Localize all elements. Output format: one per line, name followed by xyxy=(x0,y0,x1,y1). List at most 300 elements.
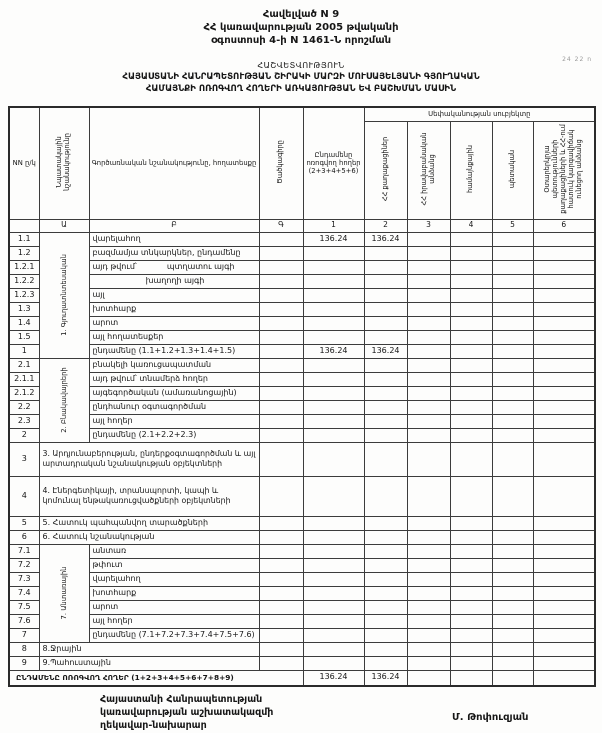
label-cell xyxy=(89,260,259,274)
value-cell xyxy=(303,572,364,586)
letter-cell: 5 xyxy=(492,219,533,232)
value-cell xyxy=(364,614,407,628)
code-cell xyxy=(259,656,303,670)
table-row xyxy=(9,558,595,572)
value-cell xyxy=(450,344,492,358)
col-header-own2 xyxy=(407,121,450,219)
value-cell xyxy=(364,316,407,330)
table-row xyxy=(9,386,595,400)
value-cell xyxy=(303,260,364,274)
value-cell xyxy=(492,656,533,670)
value-cell xyxy=(303,600,364,614)
value-cell xyxy=(533,614,595,628)
label-cell: այդ թվում՝ տնամերձ հողեր xyxy=(89,372,259,386)
value-cell xyxy=(450,572,492,586)
col-header-target xyxy=(39,107,89,219)
num-cell: 5 xyxy=(9,516,39,530)
value-cell xyxy=(533,428,595,442)
value-cell xyxy=(303,302,364,316)
value-cell xyxy=(533,476,595,516)
label-cell: ընդհանուր օգտագործման xyxy=(89,400,259,414)
table-row xyxy=(9,316,595,330)
value-cell xyxy=(303,628,364,642)
stamp-mark: 24 22 ո xyxy=(562,56,592,63)
col-header-functional: Գործառնական նշանակությունը, հողատեսքը xyxy=(89,107,259,219)
col-header-code xyxy=(259,107,303,219)
letter-cell: 3 xyxy=(407,219,450,232)
table-row xyxy=(9,274,595,288)
value-cell xyxy=(450,316,492,330)
value-cell xyxy=(533,516,595,530)
num-cell: 2.1.1 xyxy=(9,372,39,386)
value-cell xyxy=(407,586,450,600)
label-cell: ընդամենը (2.1+2.2+2.3) xyxy=(89,428,259,442)
value-cell xyxy=(407,614,450,628)
code-cell xyxy=(259,628,303,642)
value-cell xyxy=(533,246,595,260)
value-cell xyxy=(407,516,450,530)
value-cell: 136.24 xyxy=(364,344,407,358)
value-cell xyxy=(407,476,450,516)
vertical-label: Ծածկագիրը xyxy=(275,140,284,184)
num-cell: 2.2 xyxy=(9,400,39,414)
value-cell xyxy=(407,288,450,302)
header-row xyxy=(9,107,595,121)
num-cell: 7 xyxy=(9,628,39,642)
table-row-total xyxy=(9,628,595,642)
code-cell xyxy=(259,302,303,316)
title-line: ՀԱՄԱՅՆՔԻ ՈՌՈԳՎՈՂ ՀՈՂԵՐԻ ԱՌԿԱՅՈՒԹՅԱՆ ԵՎ ԲԱՇԽՄԱՆ ՄԱՍԻՆ xyxy=(145,83,457,94)
label-part: այդ թվում՝ xyxy=(92,261,137,271)
value-cell xyxy=(407,358,450,372)
value-cell xyxy=(364,372,407,386)
value-cell xyxy=(533,274,595,288)
value-cell xyxy=(407,330,450,344)
value-cell xyxy=(492,544,533,558)
value-cell: 136.24 xyxy=(364,232,407,246)
value-cell xyxy=(407,572,450,586)
grand-total-label: ԸՆԴԱՄԵՆԸ ՈՌՈԳՎՈՂ ՀՈՂԵՐ (1+2+3+4+5+6+7+8+9) xyxy=(9,670,303,686)
col-header-nn: NN ը/կ xyxy=(9,107,39,219)
code-cell xyxy=(259,642,303,656)
value-cell xyxy=(450,288,492,302)
num-cell: 6 xyxy=(9,530,39,544)
value-cell xyxy=(533,316,595,330)
table-row xyxy=(9,302,595,316)
table-row xyxy=(9,544,595,558)
value-cell xyxy=(450,476,492,516)
code-cell xyxy=(259,358,303,372)
code-cell xyxy=(259,572,303,586)
signature-name: Մ. Թոփուզյան xyxy=(452,712,529,723)
vertical-label: համայնքային xyxy=(465,144,474,193)
letter-cell: 2 xyxy=(364,219,407,232)
value-cell xyxy=(533,656,595,670)
code-cell xyxy=(259,614,303,628)
label-cell: բազմամյա տնկարկներ, ընդամենը xyxy=(89,246,259,260)
num-cell: 1.4 xyxy=(9,316,39,330)
value-cell xyxy=(407,656,450,670)
table-row xyxy=(9,232,595,246)
table-row xyxy=(9,530,595,544)
value-cell xyxy=(364,544,407,558)
value-cell xyxy=(364,302,407,316)
value-cell xyxy=(364,586,407,600)
col-header-total: Ընդամենը ոռոգվող հողեր (2+3+4+5+6) xyxy=(303,107,364,219)
value-cell xyxy=(407,558,450,572)
code-cell xyxy=(259,288,303,302)
value-cell xyxy=(407,372,450,386)
value-cell xyxy=(450,544,492,558)
vertical-label: Նպատակային նշանակությունը xyxy=(54,133,71,191)
num-cell: 2.3 xyxy=(9,414,39,428)
section-cell-forest xyxy=(39,544,89,642)
code-cell xyxy=(259,544,303,558)
value-cell xyxy=(303,414,364,428)
table-row xyxy=(9,442,595,476)
table-row xyxy=(9,288,595,302)
num-cell: 1.2 xyxy=(9,246,39,260)
value-cell: 136.24 xyxy=(303,232,364,246)
value-cell xyxy=(407,530,450,544)
report-table xyxy=(8,106,596,687)
value-cell xyxy=(364,516,407,530)
label-cell: ընդամենը (7.1+7.2+7.3+7.4+7.5+7.6) xyxy=(89,628,259,642)
value-cell xyxy=(533,544,595,558)
code-cell xyxy=(259,558,303,572)
value-cell xyxy=(303,516,364,530)
value-cell xyxy=(492,260,533,274)
value-cell xyxy=(364,428,407,442)
value-cell xyxy=(450,600,492,614)
letter-cell: 4 xyxy=(450,219,492,232)
code-cell xyxy=(259,246,303,260)
col-header-own5 xyxy=(533,121,595,219)
value-cell: 136.24 xyxy=(364,670,407,686)
code-cell xyxy=(259,274,303,288)
value-cell xyxy=(303,558,364,572)
label-cell: վարելահող xyxy=(89,232,259,246)
label-cell: 6. Հատուկ նշանակության xyxy=(39,530,259,544)
value-cell xyxy=(533,386,595,400)
value-cell xyxy=(364,656,407,670)
table-row xyxy=(9,572,595,586)
letter-cell: 6 xyxy=(533,219,595,232)
value-cell xyxy=(533,530,595,544)
label-cell: խոտհարք xyxy=(89,586,259,600)
num-cell: 3 xyxy=(9,442,39,476)
appendix-line: օգոստոսի 4-ի N 1461-Ն որոշման xyxy=(210,35,392,46)
value-cell xyxy=(492,628,533,642)
num-cell: 1 xyxy=(9,344,39,358)
label-cell: խոտհարք xyxy=(89,302,259,316)
table-row xyxy=(9,260,595,274)
table-row xyxy=(9,516,595,530)
value-cell xyxy=(450,302,492,316)
value-cell xyxy=(364,476,407,516)
value-cell xyxy=(450,274,492,288)
value-cell xyxy=(364,288,407,302)
value-cell xyxy=(450,558,492,572)
value-cell xyxy=(303,316,364,330)
vertical-label: 2. Բնակավայրերի xyxy=(59,366,68,433)
value-cell xyxy=(407,600,450,614)
value-cell xyxy=(407,344,450,358)
value-cell xyxy=(533,414,595,428)
value-cell xyxy=(492,288,533,302)
value-cell xyxy=(533,288,595,302)
label-cell: ընդամենը (1.1+1.2+1.3+1.4+1.5) xyxy=(89,344,259,358)
value-cell xyxy=(303,476,364,516)
value-cell xyxy=(533,628,595,642)
code-cell xyxy=(259,386,303,400)
code-cell xyxy=(259,476,303,516)
label-cell: 4. Էներգետիկայի, տրանսպորտի, կապի և կոմունալ ենթակառուցվածքների օբյեկտների xyxy=(39,476,259,516)
table-row xyxy=(9,414,595,428)
value-cell xyxy=(533,330,595,344)
value-cell xyxy=(364,600,407,614)
letter-cell: Ա xyxy=(39,219,89,232)
vertical-label: ՀՀ իրավաբանական անձանց xyxy=(419,132,435,205)
value-cell xyxy=(533,260,595,274)
value-cell xyxy=(492,316,533,330)
value-cell xyxy=(364,246,407,260)
value-cell xyxy=(407,414,450,428)
value-cell xyxy=(303,288,364,302)
table-row xyxy=(9,400,595,414)
signatory-line: ղեկավար-նախարար xyxy=(100,719,207,731)
value-cell xyxy=(303,386,364,400)
value-cell xyxy=(450,358,492,372)
value-cell xyxy=(407,400,450,414)
report-label: ՀԱՇՎԵՏՎՈՒԹՅՈՒՆ xyxy=(257,61,345,70)
value-cell xyxy=(492,274,533,288)
value-cell xyxy=(303,358,364,372)
value-cell xyxy=(492,246,533,260)
code-cell xyxy=(259,344,303,358)
value-cell xyxy=(450,372,492,386)
value-cell xyxy=(533,372,595,386)
value-cell xyxy=(492,344,533,358)
value-cell xyxy=(492,558,533,572)
value-cell xyxy=(364,530,407,544)
code-cell xyxy=(259,316,303,330)
num-cell: 7.1 xyxy=(9,544,39,558)
value-cell xyxy=(533,302,595,316)
letter-cell xyxy=(9,219,39,232)
signatory-title xyxy=(100,694,273,732)
table-row-total xyxy=(9,344,595,358)
label-cell: այլ հողեր xyxy=(89,614,259,628)
num-cell: 1.3 xyxy=(9,302,39,316)
table-row xyxy=(9,642,595,656)
label-cell: 9.Պահուստային xyxy=(39,656,259,670)
num-cell: 7.4 xyxy=(9,586,39,600)
value-cell xyxy=(450,670,492,686)
code-cell xyxy=(259,442,303,476)
value-cell xyxy=(533,586,595,600)
value-cell xyxy=(450,530,492,544)
code-cell xyxy=(259,516,303,530)
table-row xyxy=(9,330,595,344)
num-cell: 7.3 xyxy=(9,572,39,586)
grand-total-row xyxy=(9,670,595,686)
value-cell xyxy=(407,386,450,400)
title-line: ՀԱՅԱՍՏԱՆԻ ՀԱՆՐԱՊԵՏՈՒԹՅԱՆ ՇԻՐԱԿԻ ՄԱՐԶԻ ՄՈՒՍԱՅԵԼՅԱՆԻ ԳՅՈՒՂԱԿԱՆ xyxy=(122,72,480,82)
section-cell-agricultural xyxy=(39,232,89,358)
value-cell xyxy=(407,246,450,260)
value-cell xyxy=(492,530,533,544)
value-cell xyxy=(450,386,492,400)
value-cell xyxy=(407,428,450,442)
value-cell xyxy=(450,414,492,428)
value-cell xyxy=(492,302,533,316)
value-cell xyxy=(533,642,595,656)
value-cell xyxy=(492,428,533,442)
value-cell xyxy=(364,558,407,572)
value-cell xyxy=(492,386,533,400)
value-cell xyxy=(450,260,492,274)
label-cell: բնակելի կառուցապատման xyxy=(89,358,259,372)
table-row-total xyxy=(9,428,595,442)
code-cell xyxy=(259,232,303,246)
value-cell xyxy=(450,400,492,414)
value-cell xyxy=(364,628,407,642)
num-cell: 1.1 xyxy=(9,232,39,246)
value-cell xyxy=(303,544,364,558)
value-cell xyxy=(533,358,595,372)
value-cell xyxy=(492,614,533,628)
letter-cell: 1 xyxy=(303,219,364,232)
label-cell: արոտ xyxy=(89,316,259,330)
value-cell xyxy=(407,302,450,316)
value-cell xyxy=(450,656,492,670)
value-cell xyxy=(364,572,407,586)
value-cell xyxy=(303,274,364,288)
value-cell xyxy=(364,386,407,400)
value-cell xyxy=(364,260,407,274)
label-cell: վարելահող xyxy=(89,572,259,586)
ownership-group-header: Սեփականության սուբյեկտը xyxy=(364,107,595,121)
value-cell xyxy=(303,614,364,628)
value-cell xyxy=(492,232,533,246)
value-cell: 136.24 xyxy=(303,670,364,686)
table-row xyxy=(9,358,595,372)
value-cell xyxy=(533,442,595,476)
label-cell: արոտ xyxy=(89,600,259,614)
num-cell: 2 xyxy=(9,428,39,442)
appendix-line: ՀՀ կառավարության 2005 թվականի xyxy=(203,22,399,33)
value-cell xyxy=(492,586,533,600)
table-row xyxy=(9,614,595,628)
value-cell xyxy=(533,232,595,246)
num-cell: 7.6 xyxy=(9,614,39,628)
value-cell xyxy=(450,442,492,476)
value-cell xyxy=(492,358,533,372)
value-cell xyxy=(364,358,407,372)
value-cell xyxy=(303,400,364,414)
num-cell: 1.2.3 xyxy=(9,288,39,302)
signatory-line: Հայաստանի Հանրապետության xyxy=(100,694,263,705)
code-cell xyxy=(259,600,303,614)
value-cell xyxy=(407,628,450,642)
vertical-label: պետական xyxy=(507,149,516,188)
value-cell xyxy=(492,400,533,414)
value-cell xyxy=(492,330,533,344)
value-cell xyxy=(450,628,492,642)
num-cell: 2.1 xyxy=(9,358,39,372)
label-cell: այգեգործական (ամառանոցային) xyxy=(89,386,259,400)
value-cell xyxy=(492,414,533,428)
value-cell xyxy=(303,642,364,656)
value-cell xyxy=(303,372,364,386)
vertical-label: 1. Գյուղատնտեսական xyxy=(59,253,68,336)
num-cell: 7.2 xyxy=(9,558,39,572)
code-cell xyxy=(259,260,303,274)
vertical-label: Օտարերկրյա պետությունների քաղաքացիների և ՀՀ-ում հատուկ կարգավիճակ ունեցող անձանց xyxy=(542,123,583,214)
code-cell xyxy=(259,530,303,544)
num-cell: 1.5 xyxy=(9,330,39,344)
code-cell xyxy=(259,586,303,600)
value-cell xyxy=(407,260,450,274)
value-cell xyxy=(492,476,533,516)
value-cell: 136.24 xyxy=(303,344,364,358)
label-cell: 5. Հատուկ պահպանվող տարածքների xyxy=(39,516,259,530)
value-cell xyxy=(303,246,364,260)
value-cell xyxy=(364,642,407,656)
value-cell xyxy=(450,586,492,600)
table-row xyxy=(9,656,595,670)
appendix-line: Հավելված N 9 xyxy=(262,9,340,20)
table-row xyxy=(9,586,595,600)
value-cell xyxy=(303,428,364,442)
value-cell xyxy=(450,246,492,260)
value-cell xyxy=(407,232,450,246)
value-cell xyxy=(364,442,407,476)
code-cell xyxy=(259,414,303,428)
value-cell xyxy=(407,670,450,686)
label-cell: 8.Ջրային xyxy=(39,642,259,656)
appendix-header xyxy=(0,8,602,47)
code-cell xyxy=(259,400,303,414)
section-cell-settlements xyxy=(39,358,89,442)
value-cell xyxy=(303,442,364,476)
value-cell xyxy=(364,274,407,288)
num-cell: 2.1.2 xyxy=(9,386,39,400)
code-cell xyxy=(259,372,303,386)
table-row xyxy=(9,476,595,516)
value-cell xyxy=(533,670,595,686)
num-cell: 1.2.1 xyxy=(9,260,39,274)
signatory-line: կառավարության աշխատակազմի xyxy=(100,706,274,718)
value-cell xyxy=(407,316,450,330)
col-header-own3 xyxy=(450,121,492,219)
table-row xyxy=(9,372,595,386)
value-cell xyxy=(364,330,407,344)
value-cell xyxy=(450,642,492,656)
col-header-own1 xyxy=(364,121,407,219)
label-cell: անտառ xyxy=(89,544,259,558)
value-cell xyxy=(492,516,533,530)
value-cell xyxy=(492,572,533,586)
value-cell xyxy=(450,232,492,246)
value-cell xyxy=(364,414,407,428)
label-cell: այլ xyxy=(89,288,259,302)
num-cell: 9 xyxy=(9,656,39,670)
letter-cell: Բ xyxy=(89,219,259,232)
num-cell: 4 xyxy=(9,476,39,516)
value-cell xyxy=(533,558,595,572)
